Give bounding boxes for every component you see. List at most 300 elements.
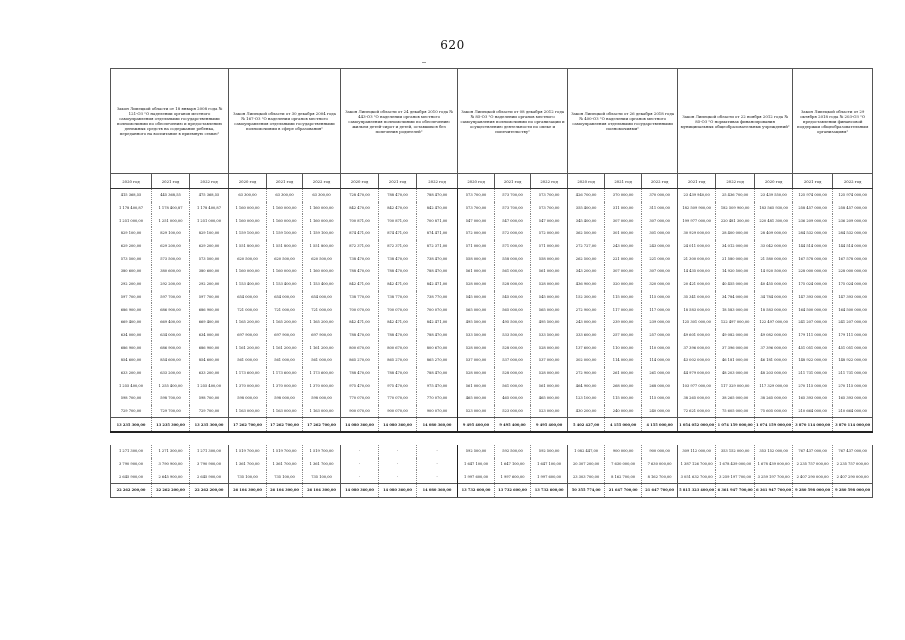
table-cell: 620 500,00 xyxy=(303,252,341,265)
table-cell: 738 770,00 xyxy=(417,291,458,304)
table-cell: 3 870 114 000,00 xyxy=(833,418,873,432)
table-cell: 629 200,00 xyxy=(190,240,229,253)
table-cell: 239 000,00 xyxy=(605,316,642,329)
table-cell: 220 481 300,00 xyxy=(755,214,793,227)
table-cell: 284 532 000,00 xyxy=(793,227,833,240)
table-cell: 72 621 000,00 xyxy=(678,405,716,418)
table-cell: 4 155 000,00 xyxy=(642,418,678,432)
table-cell: 842 470,00 xyxy=(341,202,379,215)
table-cell: 1 159 100,00 xyxy=(229,227,267,240)
year-header-cell: 2021 год xyxy=(793,174,833,189)
table-cell: 301 000,00 xyxy=(642,227,678,240)
header-text: Закон Липецкой области от 29 октября 2018 года № 203-ОЗ "О предоставлении финансовой поддержки общеобразовательным организациям" xyxy=(797,108,869,134)
table-cell: 243 000,00 xyxy=(642,240,678,253)
table-cell: 182 509 900,00 xyxy=(716,202,755,215)
table-cell: 545 000,00 xyxy=(531,291,568,304)
table-cell: 1 082 447,00 xyxy=(568,445,605,458)
table-cell: - xyxy=(417,458,458,471)
table-cell: 49 082 000,00 xyxy=(716,329,755,342)
table-cell: 117 329 000,00 xyxy=(755,379,793,392)
table-cell: 22 262 200,00 xyxy=(111,484,152,498)
table-cell: 272 900,00 xyxy=(568,303,605,316)
table-cell: 33 042 000,00 xyxy=(755,240,793,253)
grand-total-row xyxy=(111,484,873,498)
table-cell: 3 259 197 700,00 xyxy=(755,470,793,483)
table-cell: 2 645 900,00 xyxy=(152,470,190,483)
table-cell: 307 000,00 xyxy=(642,265,678,278)
table-cell: 561 000,00 xyxy=(495,265,531,278)
table-cell: 1 551 800,00 xyxy=(229,240,267,253)
table-cell: 528 000,00 xyxy=(495,341,531,354)
table-cell: 14 920 500,00 xyxy=(716,265,755,278)
table-cell: 874 471,00 xyxy=(417,227,458,240)
table-cell: 561 000,00 xyxy=(303,354,341,367)
gap-cell xyxy=(111,432,873,445)
table-row xyxy=(111,379,873,392)
table-cell: 900 000,00 xyxy=(642,445,678,458)
table-cell: 270 115 000,00 xyxy=(793,379,833,392)
year-header-cell: 2021 год xyxy=(495,174,531,189)
table-cell: 167 578 000,00 xyxy=(793,252,833,265)
table-cell: 1 997 600,00 xyxy=(531,470,568,483)
table-cell: 307 000,00 xyxy=(605,214,642,227)
table-cell: 598 000,00 xyxy=(229,392,267,405)
table-cell: 735 100,00 xyxy=(229,470,267,483)
table-cell: 735 100,00 xyxy=(267,470,303,483)
table-cell: 1 647 100,00 xyxy=(531,458,568,471)
table-cell: 13 235 300,00 xyxy=(152,418,190,432)
table-cell: 465 000,00 xyxy=(458,392,495,405)
table-cell: 320 000,00 xyxy=(642,278,678,291)
table-cell: 842 471,00 xyxy=(379,316,417,329)
table-cell: 152 300,00 xyxy=(568,291,605,304)
table-row xyxy=(111,392,873,405)
table-cell: 241 207 000,00 xyxy=(833,316,873,329)
table-cell: 1 153 400,00 xyxy=(303,278,341,291)
table-cell: 592 500,00 xyxy=(458,445,495,458)
table-cell: 735 100,00 xyxy=(303,470,341,483)
header-cell xyxy=(793,69,873,174)
table-cell: 633 200,00 xyxy=(190,367,229,380)
table-cell: 1 163 000,00 xyxy=(229,405,267,418)
budget-table-container xyxy=(110,68,872,618)
table-cell: 788 470,00 xyxy=(379,265,417,278)
table-cell: 167 578 000,00 xyxy=(833,252,873,265)
table-cell: 18 583 000,00 xyxy=(716,303,755,316)
table-cell: 9 495 400,00 xyxy=(458,418,495,432)
table-cell: 370 000,00 xyxy=(642,189,678,202)
table-cell: 1 160 000,00 xyxy=(267,214,303,227)
year-header-cell: 2020 год xyxy=(229,174,267,189)
table-cell: 115 000,00 xyxy=(605,291,642,304)
table-cell: 49 082 000,00 xyxy=(755,329,793,342)
table-cell: 528 000,00 xyxy=(531,278,568,291)
header-cell xyxy=(341,69,458,174)
table-cell: - xyxy=(417,445,458,458)
table-cell: 700 070,00 xyxy=(341,303,379,316)
table-cell: 6 361 947 700,00 xyxy=(716,484,755,498)
header-cell xyxy=(458,69,568,174)
year-header-cell: 2020 год xyxy=(111,174,152,189)
table-cell: 9 280 598 000,00 xyxy=(833,484,873,498)
year-header-cell: 2021 год xyxy=(678,174,716,189)
table-cell: 634 000,00 xyxy=(152,329,190,342)
table-cell: 729 700,00 xyxy=(152,405,190,418)
table-cell: 597 700,00 xyxy=(152,291,190,304)
table-cell: 1 161 200,00 xyxy=(229,341,267,354)
table-cell: 228 000 000,00 xyxy=(833,265,873,278)
table-cell: 547 000,00 xyxy=(531,214,568,227)
table-cell: 175 024 000,00 xyxy=(793,278,833,291)
table-cell: 262 500,00 xyxy=(568,252,605,265)
table-cell: 767 437 000,00 xyxy=(833,445,873,458)
table-cell: 14 080 360,00 xyxy=(341,418,379,432)
table-cell: 13 732 600,00 xyxy=(495,484,531,498)
header-text: Закон Липецкой области от 22 ноября 2012 года № 85-ОЗ "О нормативах финансирования муниципальных общеобразовательных учреждений" xyxy=(680,113,790,129)
table-cell: 592 500,00 xyxy=(531,445,568,458)
table-cell: 148 922 000,00 xyxy=(833,354,873,367)
table-cell: 114 000,00 xyxy=(642,354,678,367)
table-cell: 2 235 757 000,00 xyxy=(833,458,873,471)
table-cell: 34 784 000,00 xyxy=(716,291,755,304)
table-cell: 669 400,00 xyxy=(152,316,190,329)
table-cell: 800 670,00 xyxy=(341,341,379,354)
table-cell: 1 519 700,00 xyxy=(303,445,341,458)
table-cell: 380 600,00 xyxy=(152,265,190,278)
table-cell: 110 000,00 xyxy=(605,341,642,354)
table-cell: 571 000,00 xyxy=(531,240,568,253)
table-cell: 137 600,00 xyxy=(568,341,605,354)
table-cell: 1 647 100,00 xyxy=(458,458,495,471)
table-cell: 545 000,00 xyxy=(458,291,495,304)
table-cell: 292 200,00 xyxy=(190,278,229,291)
table-cell: 115 000,00 xyxy=(642,392,678,405)
table-cell: 1 160 000,00 xyxy=(303,265,341,278)
table-cell: 571 000,00 xyxy=(495,240,531,253)
table-cell: 311 000,00 xyxy=(642,202,678,215)
table-cell: 122 497 000,00 xyxy=(716,316,755,329)
table-cell: 573 500,00 xyxy=(190,252,229,265)
table-cell: 44 979 000,00 xyxy=(678,367,716,380)
table-cell: - xyxy=(379,470,417,483)
table-cell: 1 160 000,00 xyxy=(229,202,267,215)
table-cell: 37 396 000,00 xyxy=(678,341,716,354)
table-cell: 465 000,00 xyxy=(531,392,568,405)
table-cell: 597 700,00 xyxy=(190,291,229,304)
table-cell: 865 270,00 xyxy=(417,354,458,367)
table-row xyxy=(111,278,873,291)
table-cell: 1 370 000,00 xyxy=(303,379,341,392)
table-cell: 2 645 900,00 xyxy=(190,470,229,483)
table-cell: 243 000,00 xyxy=(568,316,605,329)
table-cell: 22 262 200,00 xyxy=(190,484,229,498)
table-cell: 669 400,00 xyxy=(111,316,152,329)
header-cell xyxy=(568,69,678,174)
table-cell: 565 000,00 xyxy=(458,303,495,316)
table-cell: 900 070,00 xyxy=(341,405,379,418)
year-header-cell: 2022 год xyxy=(642,174,678,189)
table-cell: 634 000,00 xyxy=(190,329,229,342)
table-cell: 164 500 000,00 xyxy=(793,303,833,316)
year-header-cell: 2020 год xyxy=(568,174,605,189)
table-cell: 1 159 100,00 xyxy=(267,227,303,240)
table-cell: 451 051 000,00 xyxy=(793,341,833,354)
table-cell: 629 200,00 xyxy=(152,240,190,253)
table-cell: 3 790 900,00 xyxy=(111,458,152,471)
table-cell: 7 630 000,00 xyxy=(642,458,678,471)
table-cell: 17 262 700,00 xyxy=(267,418,303,432)
table-cell: 18 583 000,00 xyxy=(755,303,793,316)
table-cell: 307 000,00 xyxy=(642,214,678,227)
header-text: Закон Липецкой области от 08 декабря 2012 года № 85-ОЗ "О наделении органов местного самоуправления полномочиями по организации и осуществлению деятельности по опеке и попечительству" xyxy=(460,108,565,134)
table-cell: 1 519 700,00 xyxy=(267,445,303,458)
table-cell: 1 161 200,00 xyxy=(267,341,303,354)
table-cell: 309 112 000,00 xyxy=(678,445,716,458)
table-cell: 240 000,00 xyxy=(605,405,642,418)
table-cell: 597 700,00 xyxy=(111,291,152,304)
table-cell: 523 000,00 xyxy=(458,405,495,418)
table-cell: 1 370 000,00 xyxy=(229,379,267,392)
table-cell: 788 470,00 xyxy=(417,265,458,278)
table-cell: 210 664 000,00 xyxy=(833,405,873,418)
table-cell: 14 435 000,00 xyxy=(678,265,716,278)
table-cell: 1 074 159 000,00 xyxy=(716,418,755,432)
table-cell: 13 732 600,00 xyxy=(531,484,568,498)
table-cell: 872 371,00 xyxy=(417,240,458,253)
table-cell: 1 678 439 000,00 xyxy=(716,458,755,471)
year-header-cell: 2021 год xyxy=(152,174,190,189)
table-cell: 1 551 800,00 xyxy=(267,240,303,253)
table-cell: 165 393 000,00 xyxy=(793,392,833,405)
table-cell: 123 100,00 xyxy=(568,392,605,405)
table-cell: 125 974 000,00 xyxy=(793,189,833,202)
table-cell: 3 870 114 000,00 xyxy=(793,418,833,432)
table-cell: 175 024 000,00 xyxy=(833,278,873,291)
table-cell: 183 565 930,00 xyxy=(755,202,793,215)
table-cell: 537 000,00 xyxy=(531,354,568,367)
table-cell: 210 664 000,00 xyxy=(793,405,833,418)
table-cell: 842 471,00 xyxy=(341,316,379,329)
table-cell: 561 000,00 xyxy=(531,265,568,278)
table-cell: 292 200,00 xyxy=(111,278,152,291)
table-cell: 436 900,00 xyxy=(568,278,605,291)
table-cell: - xyxy=(417,470,458,483)
table-cell: 37 396 000,00 xyxy=(716,341,755,354)
header-cell xyxy=(111,69,229,174)
table-cell: 633 200,00 xyxy=(152,367,190,380)
table-cell: 697 900,00 xyxy=(229,329,267,342)
table-cell: 147 393 000,00 xyxy=(833,291,873,304)
header-cell xyxy=(229,69,341,174)
table-cell: 34 784 000,00 xyxy=(755,291,793,304)
total-row xyxy=(111,418,873,432)
table-cell: 221 000,00 xyxy=(642,252,678,265)
table-cell: 1 173 600,00 xyxy=(229,367,267,380)
header-text: Закон Липецкой области от 18 января 2008 года № 121-ОЗ "О наделении органов местного самоуправления отдельными государственными полномочиями по обеспечению и предоставлению денежных средств на содержание ребенка, переданного на воспитание в приемную семью" xyxy=(116,106,223,136)
table-cell: 728 470,00 xyxy=(341,189,379,202)
table-cell: 528 000,00 xyxy=(495,367,531,380)
table-cell: 1 178 400,87 xyxy=(152,202,190,215)
table-cell: 8 162 700,00 xyxy=(642,470,678,483)
table-cell: 445 368,55 xyxy=(152,189,190,202)
table-cell: 148 922 000,00 xyxy=(793,354,833,367)
table-cell: 21 300 000,00 xyxy=(678,252,716,265)
table-cell: 241 207 000,00 xyxy=(793,316,833,329)
table-cell: 565 000,00 xyxy=(531,303,568,316)
table-cell: 571 000,00 xyxy=(458,240,495,253)
table-cell: 686 900,00 xyxy=(190,303,229,316)
table-cell: 1 271 300,00 xyxy=(152,445,190,458)
table-cell: 48 203 000,00 xyxy=(755,367,793,380)
table-cell: 1 159 100,00 xyxy=(303,227,341,240)
year-header-cell: 2022 год xyxy=(833,174,873,189)
table-cell: 634 000,00 xyxy=(111,329,152,342)
table-cell: 20 307 200,00 xyxy=(568,458,605,471)
table-cell: 573 700,00 xyxy=(495,189,531,202)
table-cell: 598 000,00 xyxy=(267,392,303,405)
table-cell: 240 000,00 xyxy=(642,405,678,418)
table-cell: 8 162 700,00 xyxy=(605,470,642,483)
table-cell: 38 265 000,00 xyxy=(755,392,793,405)
table-cell: 6 361 947 700,00 xyxy=(755,484,793,498)
table-cell: 115 000,00 xyxy=(642,291,678,304)
table-cell: 561 000,00 xyxy=(531,379,568,392)
table-cell: 788 470,00 xyxy=(379,189,417,202)
table-cell: 975 470,00 xyxy=(341,379,379,392)
table-cell: 38 265 000,00 xyxy=(678,392,716,405)
year-header-cell: 2021 год xyxy=(267,174,303,189)
table-cell: 1 160 000,00 xyxy=(229,265,267,278)
table-cell: 788 470,00 xyxy=(341,329,379,342)
table-cell: 842 471,00 xyxy=(417,278,458,291)
table-cell: 20 421 000,00 xyxy=(678,278,716,291)
table-cell: 572 000,00 xyxy=(458,227,495,240)
table-cell: 26 104 300,00 xyxy=(229,484,267,498)
table-row xyxy=(111,214,873,227)
table-cell: 464 900,00 xyxy=(568,379,605,392)
table-cell: 182 509 900,00 xyxy=(678,202,716,215)
table-cell: 700 871,00 xyxy=(417,214,458,227)
table-cell: 770 070,00 xyxy=(417,392,458,405)
table-cell: 788 470,00 xyxy=(379,329,417,342)
table-cell: - xyxy=(379,458,417,471)
table-cell: 495 500,00 xyxy=(495,316,531,329)
table-cell: - xyxy=(341,445,379,458)
table-cell: 686 900,00 xyxy=(111,303,152,316)
page-number: 620 xyxy=(440,38,465,52)
table-cell: 547 000,00 xyxy=(458,214,495,227)
table-cell: 865 270,00 xyxy=(379,354,417,367)
table-cell: 2 407 290 000,00 xyxy=(833,470,873,483)
table-cell: 34 012 000,00 xyxy=(716,240,755,253)
table-cell: 537 000,00 xyxy=(458,354,495,367)
table-cell: 738 770,00 xyxy=(379,291,417,304)
table-cell: 872 371,00 xyxy=(341,240,379,253)
table-cell: 1 173 600,00 xyxy=(303,367,341,380)
table-cell: 528 000,00 xyxy=(458,341,495,354)
table-cell: 1 271 300,00 xyxy=(111,445,152,458)
table-cell: 9 495 400,00 xyxy=(531,418,568,432)
table-cell: 1 551 800,00 xyxy=(303,240,341,253)
table-cell: 1 251 000,00 xyxy=(111,214,152,227)
table-cell: 211 731 000,00 xyxy=(793,367,833,380)
table-cell: 362 500,00 xyxy=(568,227,605,240)
table-cell: 144 514 000,00 xyxy=(793,240,833,253)
table-row xyxy=(111,405,873,418)
table-row xyxy=(111,240,873,253)
table-cell: 147 393 000,00 xyxy=(793,291,833,304)
table-cell: 1 153 400,00 xyxy=(267,278,303,291)
table-cell: 257 000,00 xyxy=(605,329,642,342)
table-cell: 1 165 200,00 xyxy=(267,316,303,329)
table-cell: 1 153 400,00 xyxy=(229,278,267,291)
table-cell: 21 580 000,00 xyxy=(755,252,793,265)
table-cell: 1 361 700,00 xyxy=(303,458,341,471)
table-cell: 874 471,00 xyxy=(379,227,417,240)
table-cell: 561 000,00 xyxy=(229,354,267,367)
table-cell: 1 161 200,00 xyxy=(303,341,341,354)
table-cell: 800 670,00 xyxy=(417,341,458,354)
table-cell: 788 470,00 xyxy=(341,367,379,380)
year-header-cell: 2022 год xyxy=(303,174,341,189)
table-cell: 572 000,00 xyxy=(495,227,531,240)
table-cell: 1 165 200,00 xyxy=(303,316,341,329)
year-header-cell: 2020 год xyxy=(458,174,495,189)
table-cell: 686 900,00 xyxy=(152,303,190,316)
table-cell: 767 437 000,00 xyxy=(793,445,833,458)
table-cell: 13 235 300,00 xyxy=(111,418,152,432)
table-cell: 1 160 000,00 xyxy=(303,202,341,215)
table-cell: 26 104 300,00 xyxy=(267,484,303,498)
years-row xyxy=(111,174,873,189)
table-row xyxy=(111,316,873,329)
table-cell: 284 532 000,00 xyxy=(833,227,873,240)
table-cell: 38 265 000,00 xyxy=(716,392,755,405)
header-mark xyxy=(422,62,426,63)
table-cell: 592 500,00 xyxy=(495,445,531,458)
table-row xyxy=(111,341,873,354)
table-cell: 21 647 700,00 xyxy=(642,484,678,498)
table-cell: 122 497 000,00 xyxy=(755,316,793,329)
table-cell: 523 000,00 xyxy=(531,405,568,418)
table-cell: 199 977 000,00 xyxy=(678,214,716,227)
table-cell: 355 400,00 xyxy=(568,202,605,215)
table-cell: 272 727,00 xyxy=(568,240,605,253)
table-cell: 573 700,00 xyxy=(458,189,495,202)
table-cell: 788 470,00 xyxy=(417,367,458,380)
table-cell: 261 000,00 xyxy=(605,367,642,380)
table-cell: 558 000,00 xyxy=(458,252,495,265)
table-cell: 17 262 700,00 xyxy=(303,418,341,432)
table-cell: 788 470,00 xyxy=(379,367,417,380)
header-text: Закон Липецкой области от 24 декабря 2010 года № 443-ОЗ "О наделении органов местного самоуправления полномочиями по обеспечению жильем детей-сирот и детей, оставшихся без попечения родителей" xyxy=(345,108,453,134)
table-cell: 307 000,00 xyxy=(605,265,642,278)
table-cell: 1 160 000,00 xyxy=(267,265,303,278)
table-cell: 353 152 000,00 xyxy=(755,445,793,458)
table-cell: 179 111 000,00 xyxy=(833,329,873,342)
table-cell: 353 152 000,00 xyxy=(716,445,755,458)
table-cell: 528 000,00 xyxy=(458,367,495,380)
table-cell: 117 000,00 xyxy=(642,303,678,316)
table-cell: 2 235 757 000,00 xyxy=(793,458,833,471)
table-row xyxy=(111,291,873,304)
table-cell: 620 500,00 xyxy=(229,252,267,265)
table-cell: 236 209 000,00 xyxy=(793,214,833,227)
table-cell: 426 700,00 xyxy=(568,189,605,202)
header-text: Закон Липецкой области от 26 декабря 2018 года № 400-ОЗ "О наделении органов местного самоуправления отдельными государственными полномочиями" xyxy=(571,111,675,131)
table-cell: 258 457 000,00 xyxy=(793,202,833,215)
table-cell: 1 163 000,00 xyxy=(267,405,303,418)
